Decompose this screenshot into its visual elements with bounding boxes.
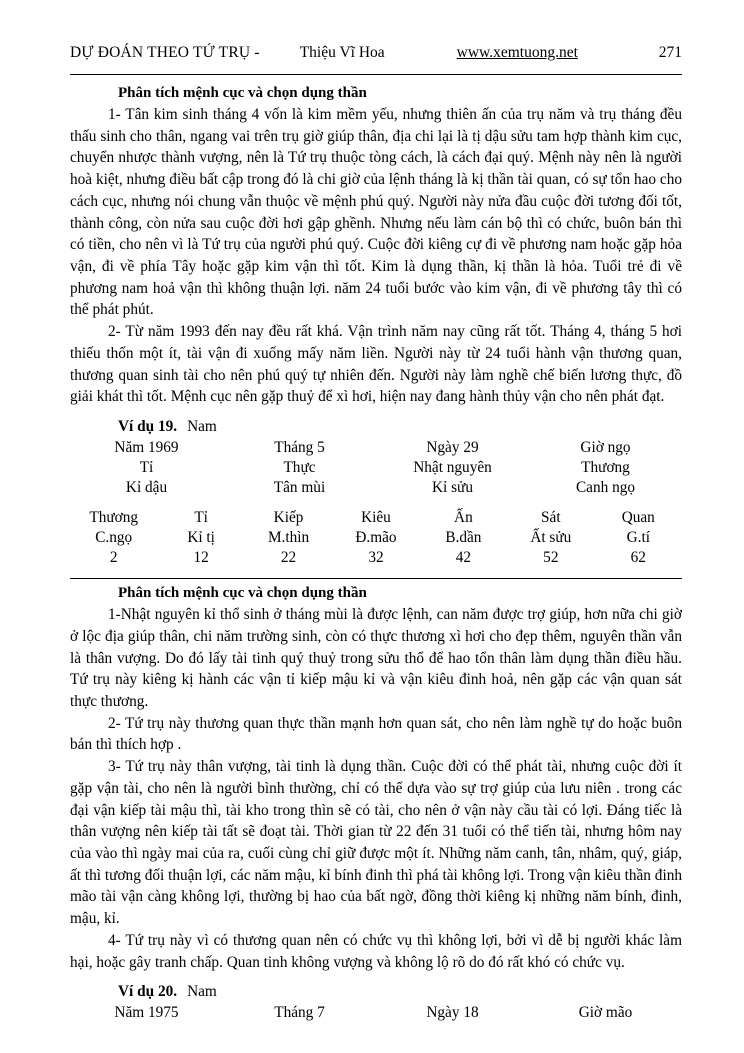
section2-paragraph-3: 3- Tứ trụ này thân vượng, tài tinh là dụng thần. Cuộc đời có thể phát tài, nhưng cuộc đời ít gặp vận tài, cho nên là người bình thường, chỉ có thể dựa vào sự trợ giúp của lưu niên . trong các đại vận kiếp tài mậu thì, tài kho trong thìn sẽ có tài, cho nên ở vận này cầu tài có lợi. Đáng tiếc là thân vượng nên kiếp tài tất sẽ đoạt tài. Thời gian từ 22 đến 31 tuổi có thể tiến tài, nhưng hôm nay của vào thì ngày mai của ra, cuối cùng chỉ giữ được một ít. Những năm canh, tân, nhâm, quý, giáp, ất thì tương đối thuận lợi, các năm mậu, kỉ bính đinh thì phá tài không lợi. Trong vận kiêu thần đinh mão tài vận càng không lợi, thường bị hao của bất ngờ, đồng thời kiêng kị những năm bính, đinh, mậu, kỉ.: [70, 758, 682, 928]
example-20-number: Ví dụ 20.: [118, 983, 178, 1001]
table-row: [70, 438, 682, 458]
section2-paragraph-2: 2- Tứ trụ này thương quan thực thần mạnh hơn quan sát, cho nên làm nghề tự do hoặc buôn bán thì thích hợp .: [70, 714, 682, 754]
pillar-year-stem-branch: Kỉ dậu: [125, 479, 168, 497]
luck-pillar-2: Kỉ tị: [187, 529, 215, 547]
pillar-hour-date: Giờ ngọ: [580, 439, 631, 457]
example-20-pillars-table: [70, 1003, 682, 1023]
page-number: 271: [658, 44, 682, 61]
section-divider: [70, 578, 682, 579]
luck-god-7: Quan: [621, 509, 655, 527]
luck-god-4: Kiêu: [361, 509, 391, 527]
luck-age-4: 32: [368, 549, 384, 567]
table-row: [70, 528, 682, 548]
table-row: [70, 508, 682, 528]
section2-title: Phân tích mệnh cục và chọn dụng thần: [118, 585, 367, 602]
luck-god-3: Kiếp: [273, 509, 304, 527]
luck-age-2: 12: [193, 549, 209, 567]
section2-paragraph-4: 4- Tứ trụ này vì có thương quan nên có chức vụ thì không lợi, bởi vì dễ bị người khác làm hại, hoặc gây tranh chấp. Quan tinh không vượng và không lộ rõ do đó rất khó có chức vụ.: [70, 931, 682, 971]
luck-age-6: 52: [543, 549, 559, 567]
table-row: [70, 478, 682, 498]
section1-paragraph-2: 2- Từ năm 1993 đến nay đều rất khá. Vận trình năm nay cũng rất tốt. Tháng 4, tháng 5 hơi thiếu thốn một ít, tài vận đi xuống mấy năm liền. Người này từ 24 tuổi hành vận thương quan, thương quan sinh tài cho nên phú quý tự nhiên đến. Người này làm nghề chế biến lương thực, đồ giải khát thì tốt. Mệnh cục nên gặp thuỷ để xì hơi, hiện nay đang hành thủy vận cho nên phát đạt.: [70, 323, 682, 406]
pillar-hour-stem-branch: Canh ngọ: [575, 479, 636, 497]
page-header: [70, 44, 682, 70]
luck-pillar-7: G.tí: [626, 529, 650, 547]
pillar-hour-date: Giờ mão: [578, 1004, 633, 1022]
table-row: [70, 1003, 682, 1023]
luck-god-6: Sát: [541, 509, 561, 527]
example-19-number: Ví dụ 19.: [118, 418, 178, 436]
luck-pillar-1: C.ngọ: [95, 529, 133, 547]
luck-god-1: Thương: [89, 509, 139, 527]
luck-god-2: Tỉ: [194, 509, 208, 527]
example-20-gender: Nam: [187, 983, 217, 1001]
pillar-month-god: Thực: [283, 459, 316, 477]
header-website-link[interactable]: www.xemtuong.net: [456, 44, 578, 61]
header-title: DỰ ĐOÁN THEO TỨ TRỤ -: [70, 44, 260, 61]
pillar-day-god: Nhật nguyên: [413, 459, 492, 477]
luck-pillar-5: B.dần: [445, 529, 482, 547]
luck-age-3: 22: [280, 549, 297, 567]
example-19-gender: Nam: [187, 418, 217, 436]
table-row: [70, 548, 682, 568]
header-author: Thiệu Vĩ Hoa: [299, 44, 385, 61]
section1-paragraph-1: 1- Tân kim sinh tháng 4 vốn là kim mềm yếu, nhưng thiên ấn của trụ năm và trụ tháng đều thấu sinh cho thân, ngang vai trên trụ giờ giúp thân, địa chi lại là tị dậu sửu tam hợp thành kim cục, chuyển nhược thành vượng, nên là Tứ trụ thuộc tòng cách, là cách đại quý. Mệnh này nên là người hoà kiệt, nhưng điều bất cập trong đó là chi giờ của lệnh tháng là kị thần tài quan, có sự tổn hao cho cách cục, nhưng nói chung vẫn thuộc về mệnh phú quý. Người này nửa đầu cuộc đời tương đối tốt, thành công, còn nửa sau cuộc đời hơi gập ghềnh. Nhưng nếu làm cán bộ thì có chức, buôn bán thì có tiền, cho nên vì là Tứ trụ của người phú quý. Cuộc đời kiêng cự đi về phương nam hoặc gặp hỏa vận, đi về phía Tây hoặc gặp kim vận thì tốt. Kim là dụng thần, kị thần là hỏa. Tuổi trẻ đi về phương nam hoả vận thì không thuận lợi. năm 24 tuổi bước vào kim vận, đi về phương tây thì có thể phát phút.: [70, 106, 682, 319]
pillar-month-date: Tháng 7: [274, 1004, 325, 1022]
luck-age-5: 42: [455, 549, 472, 567]
section2-paragraph-1: 1-Nhật nguyên kỉ thổ sinh ở tháng mùi là được lệnh, can năm được trợ giúp, hơn nữa chi giờ ở lộc địa giúp thân, chi năm trường sinh, còn có thực thương xì hơi cho đẹp thêm, nguyên thần vẫn là thân vượng. Do đó lấy tài tinh quý thuỷ trong sửu thổ để hao tổn thân làm dụng thần điều hầu. Tứ trụ này kiêng kị hành các vận tỉ kiếp mậu kỉ và vận kiêu đinh hoả, nên gặp các vận quan sát thực thương.: [70, 606, 682, 710]
luck-pillar-4: Đ.mão: [355, 529, 397, 547]
pillar-month-stem-branch: Tân mùi: [273, 479, 326, 497]
example-19-label: [118, 418, 682, 436]
pillar-month-date: Tháng 5: [274, 439, 325, 457]
example-19-luck-cycle-table: [70, 508, 682, 568]
pillar-day-stem-branch: Kỉ sửu: [431, 479, 473, 497]
section1-title: Phân tích mệnh cục và chọn dụng thần: [118, 85, 367, 101]
pillar-year-date: Năm 1975: [114, 1004, 179, 1022]
pillar-hour-god: Thương: [581, 459, 630, 477]
luck-pillar-3: M.thìn: [267, 529, 310, 547]
pillar-day-date: Ngày 18: [426, 1004, 479, 1022]
example-20-label: [118, 983, 682, 1001]
luck-age-7: 62: [630, 549, 646, 567]
example-19-pillars-table: [70, 438, 682, 498]
luck-age-1: 2: [109, 549, 118, 567]
pillar-day-date: Ngày 29: [426, 439, 479, 457]
pillar-year-date: Năm 1969: [114, 439, 179, 457]
luck-pillar-6: Ất sửu: [530, 529, 572, 547]
pillar-year-god: Tỉ: [139, 459, 154, 477]
luck-god-5: Ấn: [454, 509, 473, 527]
table-row: [70, 458, 682, 478]
header-divider: [70, 74, 682, 75]
